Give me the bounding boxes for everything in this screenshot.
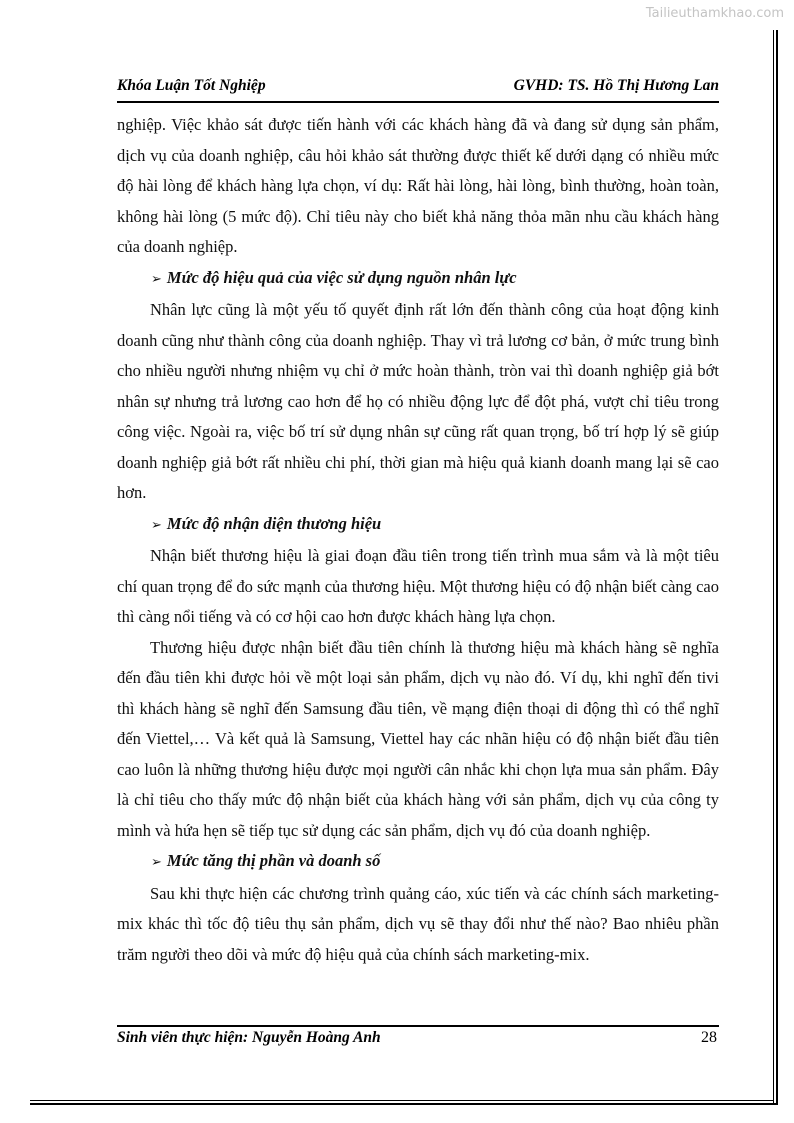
page-border-right xyxy=(776,30,778,1105)
header-advisor: GVHD: TS. Hồ Thị Hương Lan xyxy=(513,77,719,94)
arrow-bullet-icon: ➢ xyxy=(151,271,162,287)
heading-brand-recognition xyxy=(117,509,719,542)
page-footer xyxy=(117,1029,719,1051)
page-border-bottom xyxy=(30,1103,778,1105)
page-number: 28 xyxy=(701,1029,717,1046)
paragraph-marketing: Sau khi thực hiện các chương trình quảng cáo, xúc tiến và các chính sách marketing-mix khác thì tốc độ tiêu thụ sản phẩm, dịch vụ sẽ thay đổi như thế nào? Bao nhiêu phần trăm người theo dõi và mức độ hiệu quả của chính sách marketing-mix. xyxy=(117,883,719,964)
page-body xyxy=(117,110,719,970)
paragraph-hr: Nhân lực cũng là một yếu tố quyết định rất lớn đến thành công của hoạt động kinh doanh cũng như thành công của doanh nghiệp. Thay vì trả lương cơ bản, ở mức trung bình cho nhiều người nhưng nhiệm vụ chỉ ở mức hoàn thành, tròn vai thì doanh nghiệp giả bớt nhân sự nhưng trả lương cao hơn để họ có nhiều động lực để đột phá, vượt chỉ tiêu trong công việc. Ngoài ra, việc bố trí sử dụng nhân sự cũng rất quan trọng, bố trí hợp lý sẽ giúp doanh nghiệp giả bớt rất nhiều chi phí, thời gian mà hiệu quả kianh doanh mang lại sẽ cao hơn. xyxy=(117,300,719,502)
heading-text: Mức độ nhận diện thương hiệu xyxy=(166,513,382,533)
page-border-bottom-inner xyxy=(30,1100,774,1101)
arrow-bullet-icon: ➢ xyxy=(151,517,162,533)
paragraph-survey: nghiệp. Việc khảo sát được tiến hành với các khách hàng đã và đang sử dụng sản phẩm, dịch vụ của doanh nghiệp, câu hỏi khảo sát thường được thiết kế dưới dạng có nhiều mức độ hài lòng để khách hàng lựa chọn, ví dụ: Rất hài lòng, hài lòng, bình thường, hoàn toàn, không hài lòng (5 mức độ). Chỉ tiêu này cho biết khả năng thỏa mãn nhu cầu khách hàng của doanh nghiệp. xyxy=(117,115,719,256)
heading-hr-efficiency xyxy=(117,263,719,296)
heading-text: Mức tăng thị phần và doanh số xyxy=(166,851,381,870)
page-header xyxy=(117,77,719,99)
page-border-right-inner xyxy=(773,30,774,1105)
footer-student: Sinh viên thực hiện: Nguyễn Hoàng Anh xyxy=(117,1029,381,1046)
header-thesis-title: Khóa Luận Tốt Nghiệp xyxy=(117,77,266,94)
arrow-bullet-icon: ➢ xyxy=(151,855,162,870)
heading-market-share xyxy=(117,846,719,879)
paragraph-brand-2: Thương hiệu được nhận biết đầu tiên chính là thương hiệu mà khách hàng sẽ nghĩa đến đầu tiên khi được hỏi về một loại sản phẩm, dịch vụ nào đó. Ví dụ, khi nghĩ đến tivi thì khách hàng sẽ nghĩ đến Samsung đầu tiên, về mạng điện thoại di động thì có thể nghĩ đến Viettel,… Và kết quả là Samsung, Viettel hay các nhãn hiệu có độ nhận biết đầu tiên cao luôn là những thương hiệu được mọi người cân nhắc khi chọn lựa mua sản phẩm. Đây là chỉ tiêu cho thấy mức độ nhận biết của khách hàng với sản phẩm, dịch vụ của công ty mình và hứa hẹn sẽ tiếp tục sử dụng các sản phẩm, dịch vụ đó của doanh nghiệp. xyxy=(117,637,719,840)
heading-text: Mức độ hiệu quả của việc sử dụng nguồn nhân lực xyxy=(166,267,517,287)
paragraph-brand-1: Nhận biết thương hiệu là giai đoạn đầu tiên trong tiến trình mua sắm và là một tiêu chí quan trọng để đo sức mạnh của thương hiệu. Một thương hiệu có độ nhận biết càng cao thì càng nổi tiếng và có cơ hội cao hơn được khách hàng lựa chọn. xyxy=(117,546,719,626)
watermark: Tailieuthamkhao.com xyxy=(645,6,784,21)
header-rule xyxy=(117,101,719,103)
footer-rule xyxy=(117,1025,719,1027)
